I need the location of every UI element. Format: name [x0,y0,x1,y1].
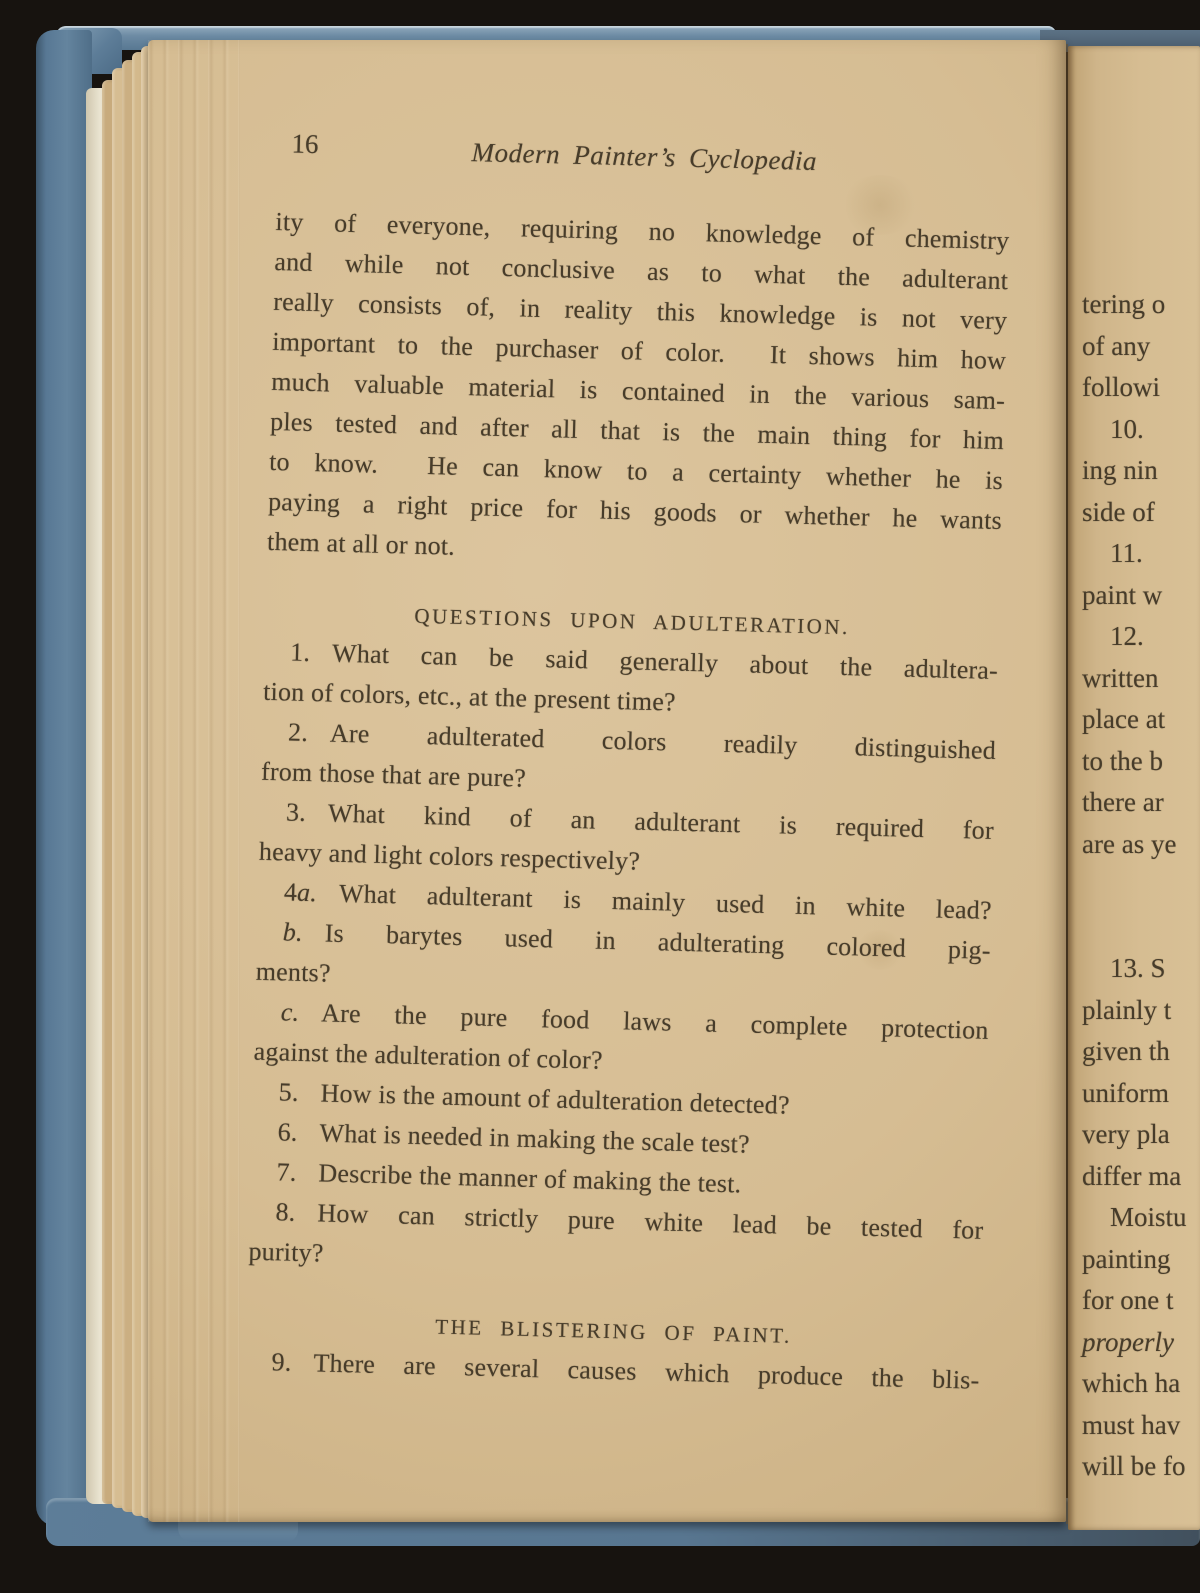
right-page-text-line: properly [1082,1326,1174,1357]
right-page-text-line: will be fo [1082,1451,1186,1481]
question-sections [245,592,999,1401]
question-first-line: 1. What can be said generally about the adultera- [289,637,999,686]
right-page-text-line: Moistu [1110,1202,1187,1232]
right-page-text-line: for one t [1082,1285,1174,1315]
section-heading: QUESTIONS UPON ADULTERATION. [414,603,851,640]
right-page-text-line: uniform [1082,1077,1169,1108]
question-number: 2. [287,717,309,747]
text-line: ples tested and after all that is the main thing for him [269,406,1005,456]
right-page-text-line: place at [1082,704,1166,734]
text-line: tion of colors, etc., at the present time? [262,676,677,717]
right-page-text-line: which ha [1082,1368,1181,1398]
question-number: 7. [276,1157,297,1187]
question-number: b. [282,917,304,947]
right-page-text-line: 13. S [1110,953,1166,983]
right-page-text-line: 12. [1110,621,1144,651]
text-line: from those that are pure? [260,756,527,793]
question-number: 6. [277,1117,298,1147]
left-page-text [245,126,1012,1401]
text-line: ments? [255,956,332,988]
question-first-line: 5. How is the amount of adulteration detected? [278,1077,791,1120]
question-number: 1. [289,637,311,668]
text-line: purity? [248,1236,324,1268]
text-line: to know. He can know to a certainty whether he is [268,446,1004,496]
left-page-edge-curl [148,40,240,1522]
right-page-text-line: paint w [1082,579,1163,610]
text-line: really consists of, in reality this knowledge is not very [273,286,1008,336]
text-line: paying a right price for his goods or whether he wants [267,486,1003,536]
right-page-text-line: very pla [1082,1119,1170,1149]
question-section [248,592,1000,1291]
right-page-text-line: there ar [1082,787,1164,817]
right-page-text-line: differ ma [1082,1160,1182,1191]
question-first-line: 9. There are several causes which produce the blis- [271,1347,980,1395]
right-page-text-line: to the b [1082,745,1163,776]
page-number: 16 [291,128,319,160]
text-line: them at all or not. [266,526,456,561]
right-page-text-line: followi [1082,372,1160,402]
book-cover-left-edge [36,30,92,1526]
blank-line [1082,865,1200,907]
right-page-text-line: painting [1082,1243,1171,1274]
question-first-line: 6. What is needed in making the scale test? [277,1117,751,1159]
right-page-text-line: are as ye [1082,828,1177,859]
question-number: 9. [271,1347,292,1377]
right-page-text-line: must hav [1082,1409,1181,1440]
right-page-text-line: given th [1082,1036,1170,1066]
text-line: against the adulteration of color? [253,1036,604,1075]
intro-paragraph [267,202,1010,581]
question-first-line: 4a. What adulterant is mainly used in white lead? [283,877,993,925]
right-page-text-line: plainly t [1082,994,1172,1025]
right-page-text-line: ing nin [1082,455,1158,485]
question-first-line: 3. What kind of an adulterant is required for [285,797,995,845]
question-number: 4a. [283,877,318,908]
question-first-line: b. Is barytes used in adulterating colored pig- [282,917,992,965]
right-page-text-line: written [1082,662,1159,693]
question-number: c. [280,997,300,1027]
text-line: heavy and light colors respectively? [258,836,641,876]
text-line: ity of everyone, requiring no knowledge of chemistry [275,206,1010,256]
right-page-text [1082,284,1200,1488]
right-page-text-line: of any [1082,330,1151,361]
right-page-text-line: tering o [1082,289,1166,319]
text-line: much valuable material is contained in the various sam- [270,366,1006,416]
question-number: 5. [278,1077,299,1107]
blank-line [1082,907,1200,949]
question-number: 3. [285,797,307,827]
section-heading: THE BLISTERING OF PAINT. [435,1314,793,1348]
question-number: 8. [275,1197,296,1227]
right-page-text-line: 10. [1110,413,1144,444]
text-line: important to the purchaser of color. It shows him how [271,326,1007,376]
right-page-text-line: side of [1082,496,1155,527]
text-line: and while not conclusive as to what the adulterant [274,246,1009,296]
question-first-line: c. Are the pure food laws a complete protection [280,997,989,1045]
question-first-line: 8. How can strictly pure white lead be tested for [275,1197,984,1245]
running-header: Modern Painter’s Cyclopedia [471,137,818,177]
question-first-line: 2. Are adulterated colors readily distinguished [287,717,997,766]
question-first-line: 7. Describe the manner of making the test. [276,1157,742,1199]
right-page-text-line: 11. [1110,538,1143,568]
